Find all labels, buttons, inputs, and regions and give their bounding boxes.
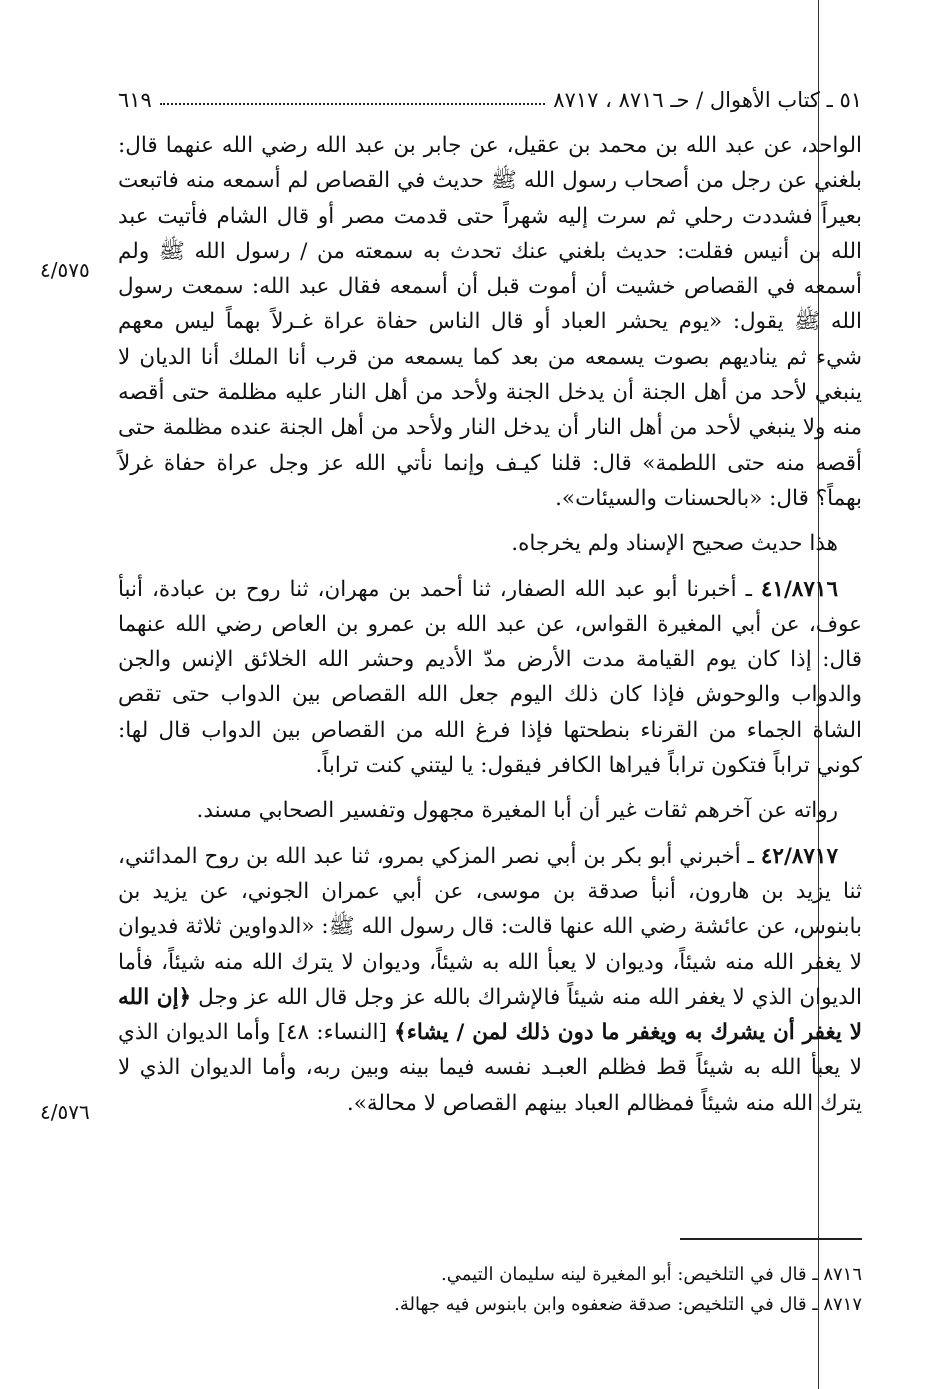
main-text	[118, 128, 862, 1121]
paragraph-narrator-note: رواته عن آخرهم ثقات غير أن أبا المغيرة مجهول وتفسير الصحابي مسند.	[196, 798, 838, 824]
hadith-number: ٤٢/٨٧١٧	[760, 843, 838, 869]
hadith-text: ـ أخبرنا أبو عبد الله الصفار، ثنا أحمد بن مهران، ثنا روح بن عبادة، أنبأ عوف، عن أبي المغيرة القواس، عن عبد الله بن عمرو بن العاص رضي الله عنهما قال: إذا كان يوم القيامة مدت الأرض مدّ الأديم وحشر الله الخلائق الإنس والجن والدواب والوحوش فإذا كان ذلك اليوم جعل الله القصاص بين الدواب حتى تقص الشاة الجماء من القرناء بنطحتها فإذا فرغ الله من القصاص بين الدواب قال لها: كوني تراباً فتكون تراباً فيراها الكافر فيقول: يا ليتني كنت تراباً.	[118, 576, 862, 779]
header-leader-dots	[160, 102, 545, 105]
hadith-number: ٤١/٨٧١٦	[760, 576, 838, 602]
footnote-separator	[680, 1238, 862, 1240]
hadith-text: ـ أخبرني أبو بكر بن أبي نصر المزكي بمرو، ثنا عبد الله بن روح المدائني، ثنا يزيد بن هارون، أنبأ صدقة بن موسى، عن أبي عمران الجوني، عن يزيد بن بابنوس، عن عائشة رضي الله عنها قالت: قال رسول الله ﷺ: «الدواوين ثلاثة فديوان لا يغفر الله منه شيئاً، وديوان لا يعبأ الله به شيئاً، وديوان لا يترك الله منه شيئاً، فأما الديوان الذي لا يغفر الله منه شيئاً فالإشراك بالله عز وجل قال الله عز وجل	[118, 843, 862, 1010]
quran-verse: ﴿إن الله لا يغفر أن يشرك به ويغفر ما دون ذلك لمن / يشاء﴾	[118, 984, 862, 1046]
footnote: ٨٧١٦ ـ قال في التلخيص: أبو المغيرة لينه سليمان التيمي.	[441, 1264, 862, 1285]
paragraph-hadith-continuation: الواحد، عن عبد الله بن محمد بن عقيل، عن جابر بن عبد الله رضي الله عنهما قال: بلغني عن رجل من أصحاب رسول الله ﷺ حديث في القصاص لم أسمعه منه فاتبعت بعيراً فشددت رحلي ثم سرت إليه شهراً حتى قدمت مصر أو قال الشام فأتيت عبد الله بن أنيس فقلت: حديث بلغني عنك تحدث به سمعته من / رسول الله ﷺ ولم أسمعه في القصاص خشيت أن أموت قبل أن أسمعه فقال عبد الله: سمعت رسول الله ﷺ يقول: «يوم يحشر العباد أو قال الناس حفاة عراة غـرلاً بهماً ليس معهم شيء ثم يناديهم بصوت يسمعه من بعد كما يسمعه من قرب أنا الملك أنا الديان لا ينبغي لأحد من أهل الجنة أن يدخل الجنة ولأحد من أهل النار عليه مظلمة حتى أقصه منه ولا ينبغي لأحد من أهل النار أن يدخل النار ولأحد من أهل الجنة عنده مظلمة حتى أقصه منه حتى اللطمة» قال: قلنا كيـف وإنما نأتي الله عز وجل عراة حفاة غرلاً بهماً؟ قال: «بالحسنات والسيئات».	[118, 133, 862, 511]
paragraph-hadith-8716	[118, 572, 862, 784]
page-number: ٦١٩	[118, 88, 152, 112]
running-header	[118, 78, 862, 112]
footnote: ٨٧١٧ ـ قال في التلخيص: صدقة ضعفوه وابن بابنوس فيه جهالة.	[394, 1294, 862, 1315]
footnotes	[118, 1260, 862, 1320]
margin-note-volume-page: ٤/٥٧٦	[40, 1100, 90, 1124]
hadith-text: [النساء: ٤٨] وأما الديوان الذي لا يعبأ الله به شيئاً قط فظلم العبـد نفسه فيما بينه وبين ربه، وأما الديوان الذي لا يترك الله منه شيئاً فمظالم العباد بينهم القصاص لا محالة».	[118, 1020, 862, 1116]
paragraph-grading: هذا حديث صحيح الإسناد ولم يخرجاه.	[511, 531, 838, 557]
paragraph-hadith-8717	[118, 839, 862, 1121]
margin-note-volume-page: ٤/٥٧٥	[40, 258, 90, 282]
header-title: ٥١ ـ كتاب الأهوال / حـ ٨٧١٦ ، ٨٧١٧	[553, 88, 862, 112]
